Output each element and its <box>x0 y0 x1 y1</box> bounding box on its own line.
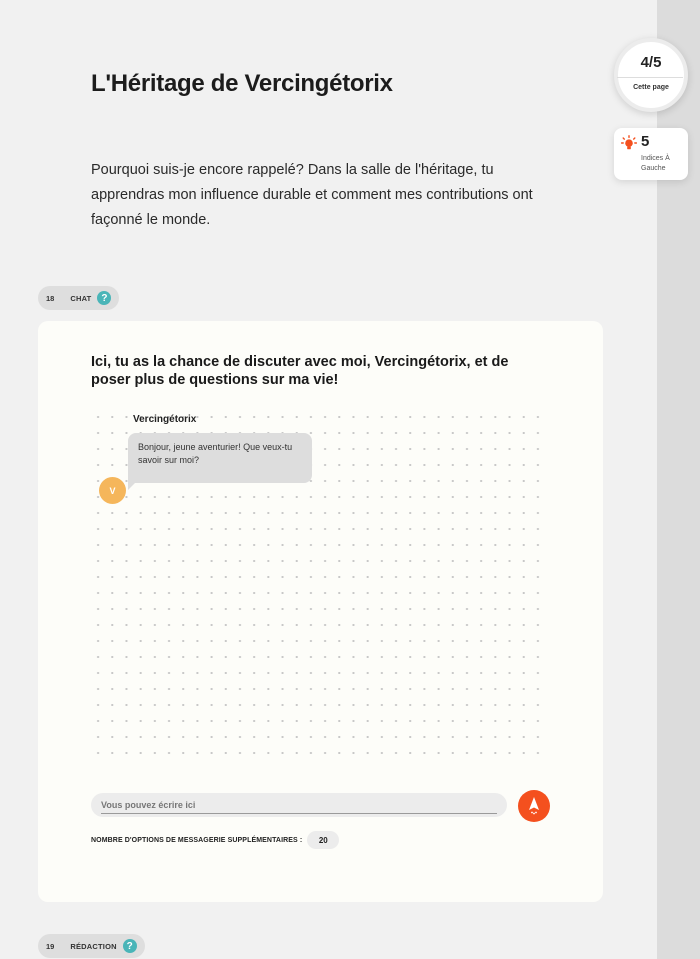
page-title: L'Héritage de Vercingétorix <box>91 70 393 97</box>
messaging-options-count: 20 <box>307 831 339 849</box>
section-pill-redaction <box>38 934 145 958</box>
chat-input-container <box>91 793 507 817</box>
message-bubble: Bonjour, jeune aventurier! Que veux-tu savoir sur moi? <box>128 433 312 483</box>
page-intro: Pourquoi suis-je encore rappelé? Dans la salle de l'héritage, tu apprendras mon influence durable et comment mes contributions ont façonné le monde. <box>91 162 533 228</box>
help-icon[interactable]: ? <box>123 939 137 953</box>
section-number: 18 <box>46 293 55 303</box>
page-counter <box>614 38 688 112</box>
rocket-icon <box>527 797 541 815</box>
section-label: CHAT <box>70 293 92 303</box>
section-label: RÉDACTION <box>70 941 117 951</box>
message-sender-name: Vercingétorix <box>133 414 197 425</box>
messaging-options-label: NOMBRE D'OPTIONS DE MESSAGERIE SUPPLÉMENTAIRES : <box>91 836 303 844</box>
hints-count: 5 <box>641 133 650 150</box>
message-bubble-tail <box>128 482 136 490</box>
page-counter-value: 4/5 <box>640 54 662 71</box>
lightbulb-icon <box>621 135 637 151</box>
avatar: V <box>99 477 126 504</box>
hints-label: Indices À Gauche <box>641 155 670 172</box>
section-number: 19 <box>46 941 55 951</box>
send-button[interactable] <box>518 790 550 822</box>
chat-input[interactable] <box>101 796 497 814</box>
page-counter-label: Cette page <box>633 84 669 91</box>
chat-card <box>38 321 603 902</box>
chat-messages-area <box>91 409 544 767</box>
hints-remaining[interactable] <box>614 128 688 180</box>
help-icon[interactable]: ? <box>97 291 111 305</box>
chat-heading: Ici, tu as la chance de discuter avec moi, Vercingétorix, et de poser plus de questions sur ma vie! <box>91 354 509 388</box>
section-pill-chat <box>38 286 119 310</box>
messaging-options-row <box>91 831 339 849</box>
page-counter-divider <box>617 77 683 78</box>
